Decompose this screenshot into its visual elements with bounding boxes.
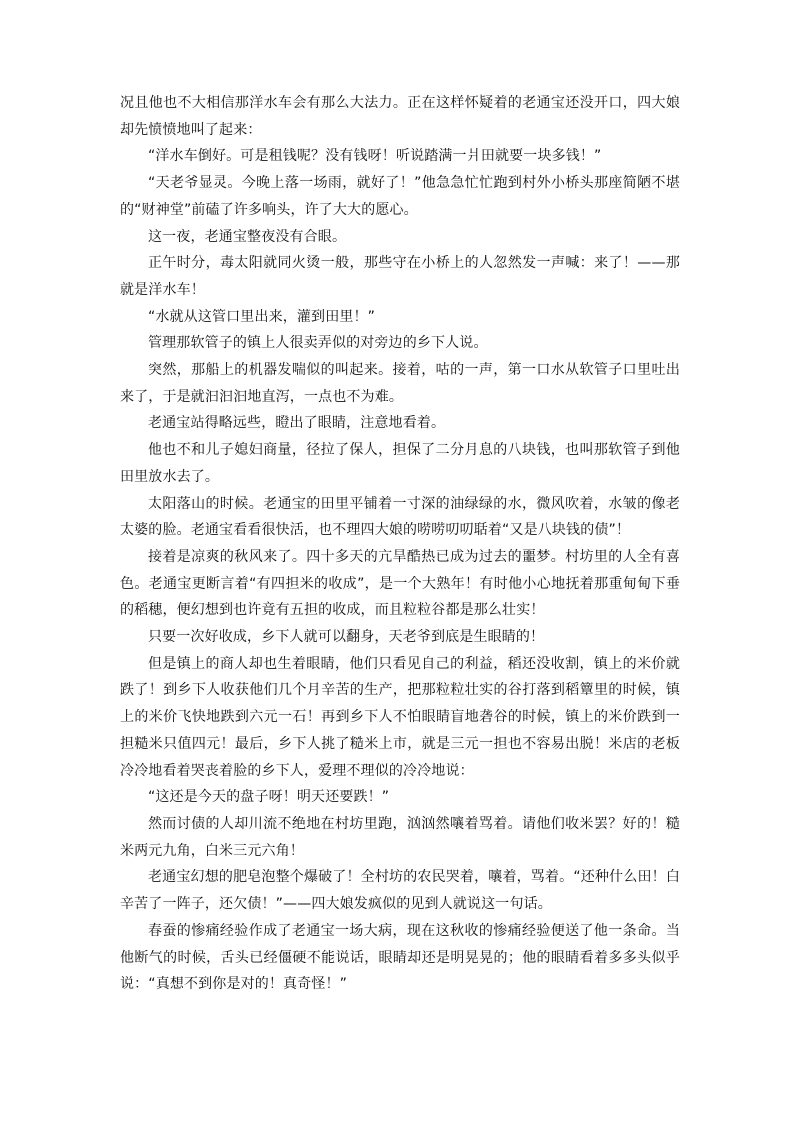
paragraph-11: 太阳落山的时候。老通宝的田里平铺着一寸深的油绿绿的水，微风吹着，水皱的像老太婆的脸。老通宝看看很快活，也不理四大娘的唠唠叨叨聒着“又是八块钱的债”！ (120, 495, 680, 539)
paragraph-8: 突然，那船上的机器发喘似的叫起来。接着，咕的一声，第一口水从软管子口里吐出来了，于是就汩汩汩地直泻，一点也不为难。 (120, 362, 680, 405)
paragraph-9: 老通宝站得略远些，瞪出了眼睛，注意地看着。 (148, 415, 446, 432)
paragraph-7: 管理那软管子的镇上人很卖弄似的对旁边的乡下人说。 (148, 335, 488, 352)
paragraph-17: 老通宝幻想的肥皂泡整个爆破了！全村坊的农民哭着，嚷着，骂着。“还种什么田！白辛苦了一阵子，还欠债！”——四大娘发疯似的见到人就说这一句话。 (120, 869, 680, 913)
paragraph-10: 他也不和儿子媳妇商量，径拉了保人，担保了二分月息的八块钱，也叫那软管子到他田里放水去了。 (120, 442, 680, 485)
paragraph-5: 正午时分，毒太阳就同火烫一般，那些守在小桥上的人忽然发一声喊：来了！——那就是洋水车！ (120, 255, 680, 298)
paragraph-1: 况且他也不大相信那洋水车会有那么大法力。正在这样怀疑着的老通宝还没开口，四大娘却先愤愤地叫了起来： (120, 95, 680, 138)
paragraph-12: 接着是凉爽的秋风来了。四十多天的亢旱酷热已成为过去的噩梦。村坊里的人全有喜色。老通宝更断言着“有四担米的收成”，是一个大熟年！有时他小心地抚着那重甸甸下垂的稻穗，便幻想到也许竟有五担的收成，而且粒粒谷都是那么壮实！ (120, 548, 680, 619)
paragraph-3: “天老爷显灵。今晚上落一场雨，就好了！”他急急忙忙跑到村外小桥头那座简陋不堪的“财神堂”前磕了许多响头，许了大大的愿心。 (120, 175, 680, 218)
paragraph-6: “水就从这管口里出来，灌到田里！” (148, 308, 376, 325)
paragraph-13: 只要一次好收成，乡下人就可以翻身，天老爷到底是生眼睛的！ (148, 629, 545, 646)
paragraph-14: 但是镇上的商人却也生着眼睛，他们只看见自己的利益，稻还没收割，镇上的米价就跌了！到乡下人收获他们几个月辛苦的生产，把那粒粒壮实的谷打落到稻簟里的时候，镇上的米价飞快地跌到六元一石！再到乡下人不怕眼睛盲地砻谷的时候，镇上的米价跌到一担糙米只值四元！最后，乡下人挑了糙米上市，就是三元一担也不容易出脱！米店的老板冷冷地看着哭丧着脸的乡下人，爱理不理似的冷冷地说： (120, 655, 680, 779)
paragraph-2: “洋水车倒好。可是租钱呢？没有钱呀！听说踏满一爿田就要一块多钱！” (148, 148, 602, 165)
paragraph-15: “这还是今天的盘子呀！明天还要跌！” (148, 789, 390, 806)
paragraph-16: 然而讨债的人却川流不绝地在村坊里跑，汹汹然嚷着骂着。请他们收米罢？好的！糙米两元九角，白米三元六角！ (120, 815, 680, 859)
paragraph-4: 这一夜，老通宝整夜没有合眼。 (148, 228, 347, 245)
document-body (120, 90, 680, 998)
paragraph-18: 春蚕的惨痛经验作成了老通宝一场大病，现在这秋收的惨痛经验便送了他一条命。当他断气的时候，舌头已经僵硬不能说话，眼睛却还是明晃晃的；他的眼睛看着多多头似乎说：“真想不到你是对的！真奇怪！” (120, 922, 680, 993)
